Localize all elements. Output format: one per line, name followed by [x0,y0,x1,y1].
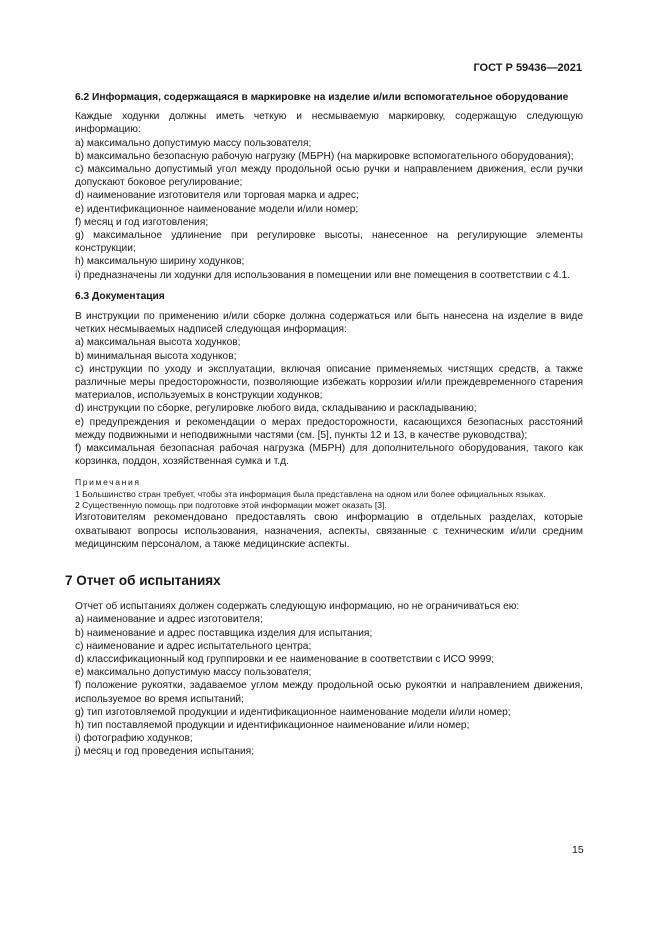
list-item: d) инструкции по сборке, регулировке любого вида, складыванию и раскладыванию; [75,403,477,415]
list-item: g) тип изготовляемой продукции и идентификационное наименование модели и/или номер; [75,706,511,718]
list-item: e) предупреждения и рекомендации о мерах предосторожности, касающихся безопасных расстояний между подвижными и неподвижными частями (см. [5], пункты 12 и 13, в качестве руководства); [75,416,583,441]
document-body [65,91,583,759]
list-item: d) наименование изготовителя или торговая марка и адрес; [75,190,359,202]
list-item: i) фотографию ходунков; [75,733,193,745]
list-item: i) предназначены ли ходунки для использования в помещении или вне помещения в соответствии с 4.1. [75,269,571,281]
list-item: f) максимальная безопасная рабочая нагрузка (МБРН) для дополнительного оборудования, такого как корзинка, поддон, хозяйственная сумка и т.д. [75,443,583,468]
list-item: f) положение рукоятки, задаваемое углом между продольной осью рукоятки и направлением движения, используемое во время испытаний; [75,680,583,705]
notes-label: Примечания [75,477,141,488]
list-item: e) идентификационное наименование модели и/или номер; [75,203,359,215]
list-item: c) наименование и адрес испытательного центра; [75,640,312,652]
list-item: b) наименование и адрес поставщика изделия для испытания; [75,627,373,639]
section-6-2-heading: 6.2 Информация, содержащаяся в маркировке на изделие и/или вспомогательное оборудование [75,92,569,103]
document-code: ГОСТ Р 59436—2021 [473,62,582,74]
list-item: a) максимально допустимую массу пользователя; [75,137,312,149]
note-item: 1 Большинство стран требует, чтобы эта информация была представлена на одном или более официальных языках. [75,489,546,500]
section-6-3-intro: В инструкции по применению и/или сборке должна содержаться или быть нанесена на изделие в виде четких несмываемых надписей следующая информация: [75,311,583,336]
list-item: j) месяц и год проведения испытания; [75,746,255,758]
section-7-heading: 7 Отчет об испытаниях [65,573,221,589]
notes-block [75,477,583,511]
note-item: 2 Существенную помощь при подготовке этой информации может оказать [3]. [75,500,387,511]
advice-paragraph: Изготовителям рекомендовано предоставлять свою информацию в отдельных разделах, которые охватывают вопросы использования, назначения, аспекты, связанные с техническим и/или средним медицинским персоналом, а также медицинские аспекты. [75,512,583,550]
list-item: b) максимально безопасную рабочую нагрузку (МБРН) (на маркировке вспомогательного оборудования); [75,150,574,162]
list-item: a) наименование и адрес изготовителя; [75,614,263,626]
list-item: f) месяц и год изготовления; [75,216,209,228]
list-item: h) максимальную ширину ходунков; [75,256,245,268]
list-item: b) минимальная высота ходунков; [75,350,237,362]
section-7-intro: Отчет об испытаниях должен содержать следующую информацию, но не ограничиваться ею: [75,601,520,613]
list-item: d) классификационный код группировки и ее наименование в соответствии с ИСО 9999; [75,653,495,665]
page-number: 15 [572,844,584,856]
list-item: a) максимальная высота ходунков; [75,337,241,349]
list-item: h) тип поставляемой продукции и идентификационное наименование и/или номер; [75,719,470,731]
list-item: e) максимально допустимую массу пользователя; [75,667,312,679]
section-6-3-heading: 6.3 Документация [75,290,165,302]
section-6-2-intro: Каждые ходунки должны иметь четкую и несмываемую маркировку, содержащую следующую информацию: [75,111,583,136]
list-item: g) максимальное удлинение при регулировке высоты, нанесенное на регулирующие элементы конструкции; [75,230,583,255]
list-item: c) инструкции по уходу и эксплуатации, включая описание применяемых чистящих средств, а также различные меры предосторожности, позволяющие избежать коррозии и/или преждевременного старения материалов, используемых в конструкции ходунков; [75,363,583,402]
list-item: c) максимально допустимый угол между продольной осью ручки и направлением движения, если ручки допускают боковое регулирование; [75,164,583,189]
